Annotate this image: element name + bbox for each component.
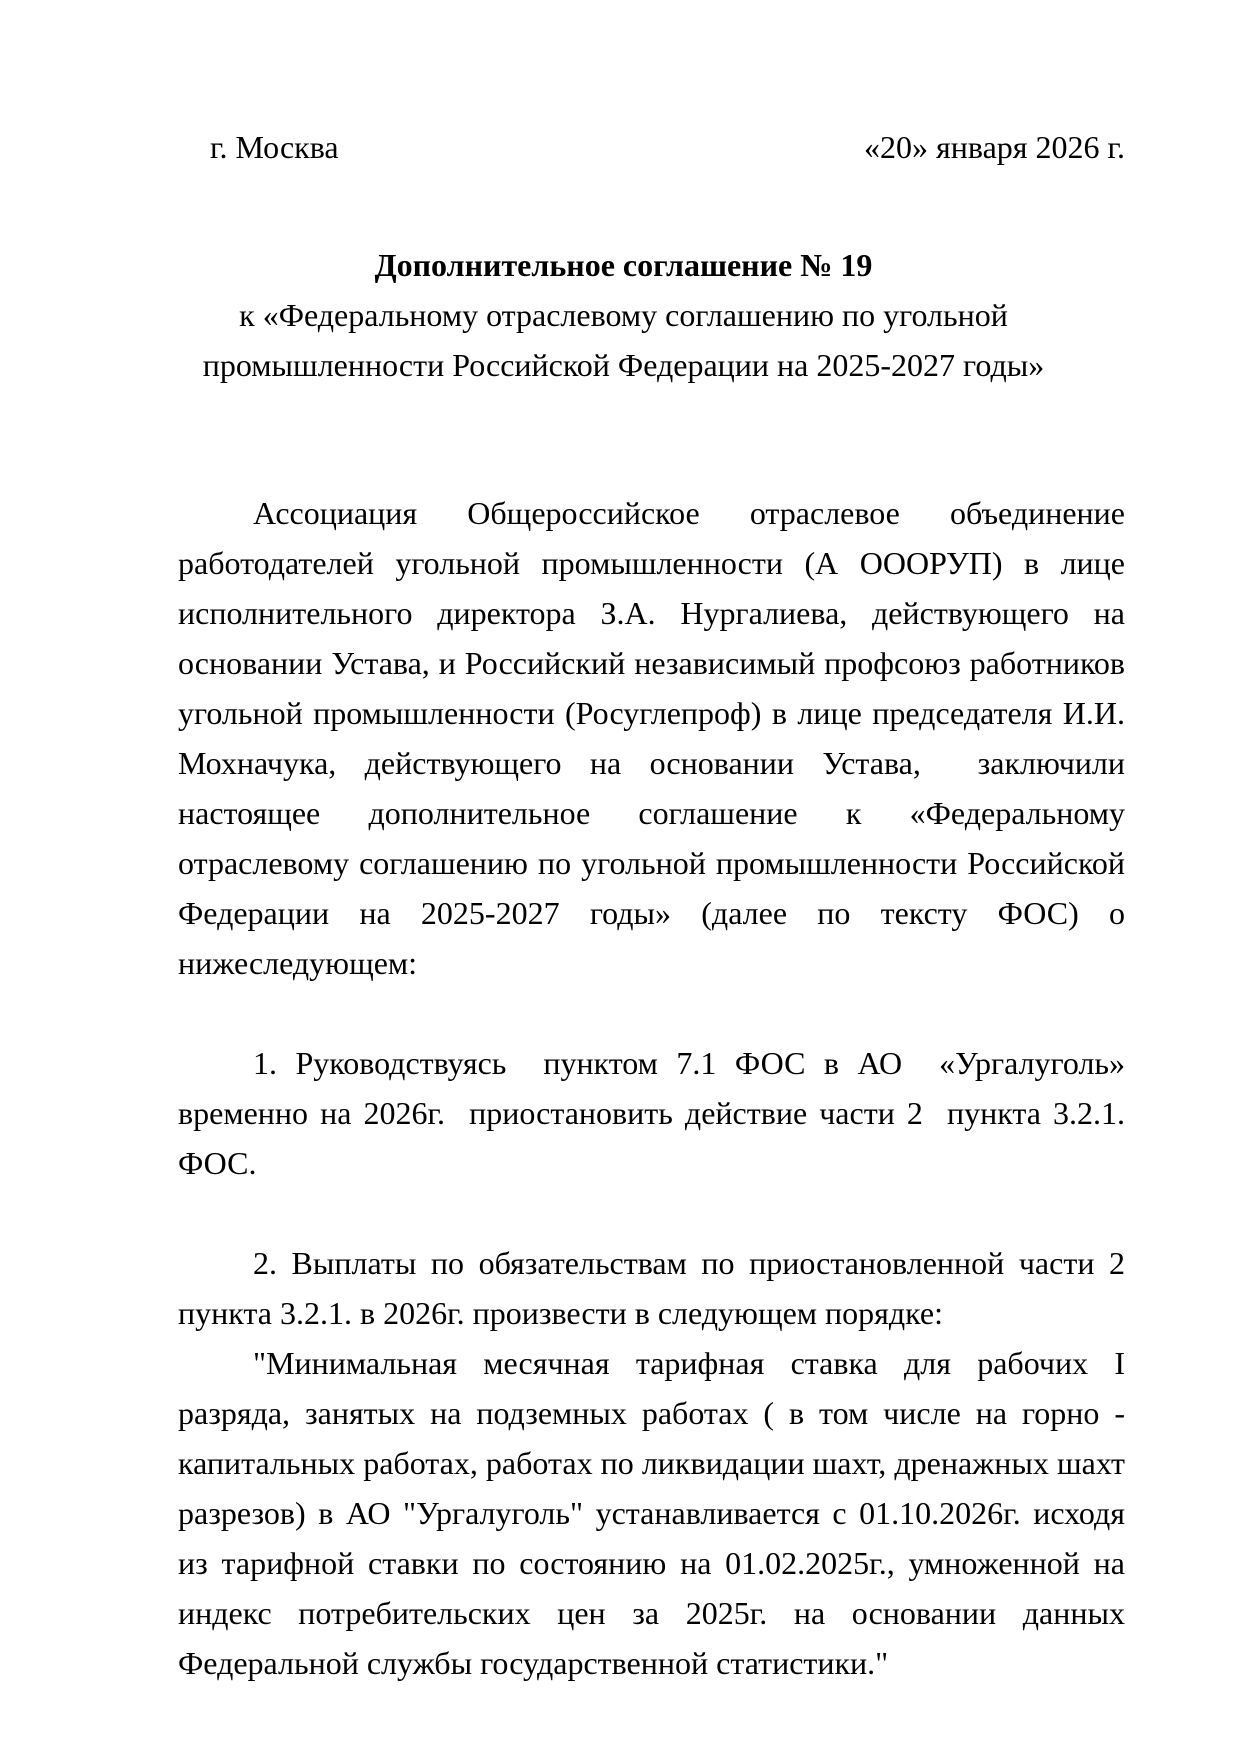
- preamble-paragraph: Ассоциация Общероссийское отраслевое объединение работодателей угольной промышленности (А ОООРУП) в лице исполнительного директора З.А. Нургалиева, действующего на основании Устава, и Российский независимый профсоюз работников угольной промышленности (Росуглепроф) в лице председателя И.И. Мохначука, действующего на основании Устава, заключили настоящее дополнительное соглашение к «Федеральному отраслевому соглашению по угольной промышленности Российской Федерации на 2025-2027 годы» (далее по тексту ФОС) о нижеследующем:: [178, 495, 1133, 981]
- document-subtitle-line1: к «Федеральному отраслевому соглашению по угольной: [239, 297, 1008, 333]
- header-row: [178, 122, 1125, 172]
- quoted-provision-paragraph: "Минимальная месячная тарифная ставка для рабочих I разряда, занятых на подземных работах ( в том числе на горно - капитальных работах, работах по ликвидации шахт, дренажных шахт разрезов) в АО "Ургалуголь" устанавливается с 01.10.2026г. исходя из тарифной ставки по состоянию на 01.02.2025г., умноженной на индекс потребительских цен за 2025г. на основании данных Федеральной службы государственной статистики.": [178, 1345, 1133, 1681]
- clause-2-paragraph: 2. Выплаты по обязательствам по приостановленной части 2 пункта 3.2.1. в 2026г. произвести в следующем порядке:: [178, 1245, 1133, 1331]
- document-title: Дополнительное соглашение № 19: [374, 247, 873, 283]
- document-subtitle-line2: промышленности Российской Федерации на 2025-2027 годы»: [202, 347, 1045, 383]
- date-label: «20» января 2026 г.: [864, 129, 1125, 165]
- place-label: г. Москва: [210, 129, 339, 165]
- clause-1-paragraph: 1. Руководствуясь пунктом 7.1 ФОС в АО «Ургалуголь» временно на 2026г. приостановить действие части 2 пункта 3.2.1. ФОС.: [178, 1045, 1133, 1181]
- title-block: [178, 240, 1069, 390]
